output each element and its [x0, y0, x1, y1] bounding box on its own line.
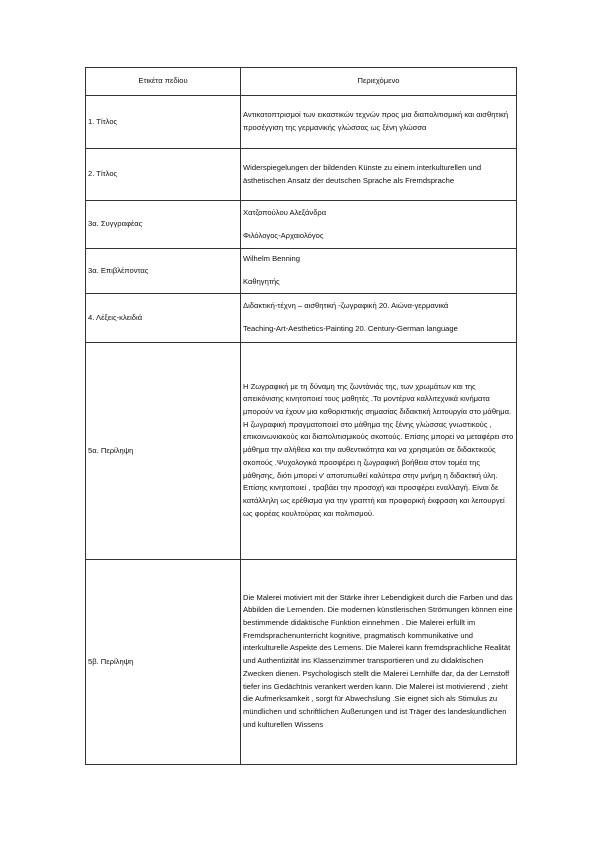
- row-content: [241, 149, 517, 201]
- content-text: Φιλόλογος-Αρχαιολόγος: [243, 230, 324, 240]
- content-text: Αντικατοπτρισμοί των εικαστικών τεχνών προς μια διαπολιτισμική και αισθητική προσέγγιση της γερμανικής γλώσσας ως ξένη γλώσσα: [243, 110, 509, 132]
- content-text: Teaching-Art-Aesthetics-Painting 20. Century-German language: [243, 324, 458, 333]
- table-row: [86, 96, 517, 149]
- table-row: [86, 201, 517, 249]
- table-row: [86, 149, 517, 201]
- content-text: Χατζοπούλου Αλεξάνδρα: [243, 207, 327, 217]
- table-header-row: [86, 68, 517, 96]
- row-content: [241, 249, 517, 294]
- row-content: [241, 560, 517, 765]
- row-label: 1. Τίτλος: [86, 96, 241, 149]
- row-content: [241, 201, 517, 249]
- metadata-table: [85, 67, 517, 765]
- header-label: Ετικέτα πεδίου: [86, 68, 241, 96]
- content-text: Die Malerei motiviert mit der Stärke ihrer Lebendigkeit durch die Farben und das Abbilden die Lernenden. Die modernen künstlerischen Strömungen können eine bestimmende didaktische Funktion einnehmen . Die Malerei erfüllt im Fremdsprachenunterricht kognitive, pragmatisch kommunikative und interkulturelle Aspekte des Lernens. Die Malerei kann fremdsprachliche Realität und Authentizität ins Klassenzimmer transportieren und zu didaktischen Zwecken dienen. Psychologisch stellt die Malerei Lernhilfe dar, da der Lernstoff tiefer ins Gedächtnis verankert werden kann. Die Malerei ist motivierend , zieht die Aufmerksamkeit , sorgt für Abwechslung .Sie eignet sich als Stimulus zu mündlichen und schriftlichen Äußerungen und ist Träger des landeskundlichen und kulturellen Wissens: [243, 592, 513, 729]
- table-row: [86, 343, 517, 560]
- row-content: [241, 294, 517, 343]
- content-text: Καθηγητής: [243, 277, 280, 286]
- row-content: [241, 96, 517, 149]
- row-label: 5β. Περίληψη: [86, 560, 241, 765]
- row-label: 3α. Επιβλέποντας: [86, 249, 241, 294]
- content-text: Η Ζωγραφική με τη δύναμη της ζωντάνιάς της, των χρωμάτων και της απεικόνισης κινητοποιεί τους μαθητές .Τα μοντέρνα καλλιτεχνικά κινήματα μπορούν να έχουν μια καθοριστικής σημασίας διδακτική λειτουργία στο μάθημα. Η ζωγραφική πραγματοποιεί στο μάθημα της ξένης γλώσσας γνωστικούς , επικοινωνιακούς και διαπολιτισμικούς σκοπούς. Επίσης μπορεί να μεταφέρει στο μάθημα την αλήθεια και την αυθεντικότητα και να χρησιμεύει σε διδακτικούς σκοπούς .Ψυχολογικά προσφέρει η ζωγραφική βοήθεια στον τομέα της μάθησης, διότι μπορεί ν' αποτυπωθεί καλύτερα στην μνήμη η διδακτική ύλη. Επίσης κινητοποιεί , τραβάει την προσοχή και προσφέρει εναλλαγή. Είναι δε κατάλληλη ως ερέθισμα για την γραπτή και προφορική έκφραση και λειτουργεί ως φορέας κουλτούρας και πολιτισμού.: [243, 381, 514, 518]
- content-text: Διδακτική-τέχνη – αισθητική -ζωγραφική 20. Αιώνα-γερμανικά: [243, 301, 449, 311]
- row-label: 5α. Περίληψη: [86, 343, 241, 560]
- table-row: [86, 249, 517, 294]
- row-content: [241, 343, 517, 560]
- row-label: 3α. Συγγραφέας: [86, 201, 241, 249]
- content-text: Widerspiegelungen der bildenden Künste zu einem interkulturellen und ästhetischen Ansatz der deutschen Sprache als Fremdsprache: [243, 162, 482, 185]
- table-row: [86, 560, 517, 765]
- content-text: Wilhelm Benning: [243, 254, 300, 264]
- table-row: [86, 294, 517, 343]
- row-label: 4. Λέξεις-κλειδιά: [86, 294, 241, 343]
- header-content: Περιεχόμενο: [241, 68, 517, 96]
- row-label: 2. Τίτλος: [86, 149, 241, 201]
